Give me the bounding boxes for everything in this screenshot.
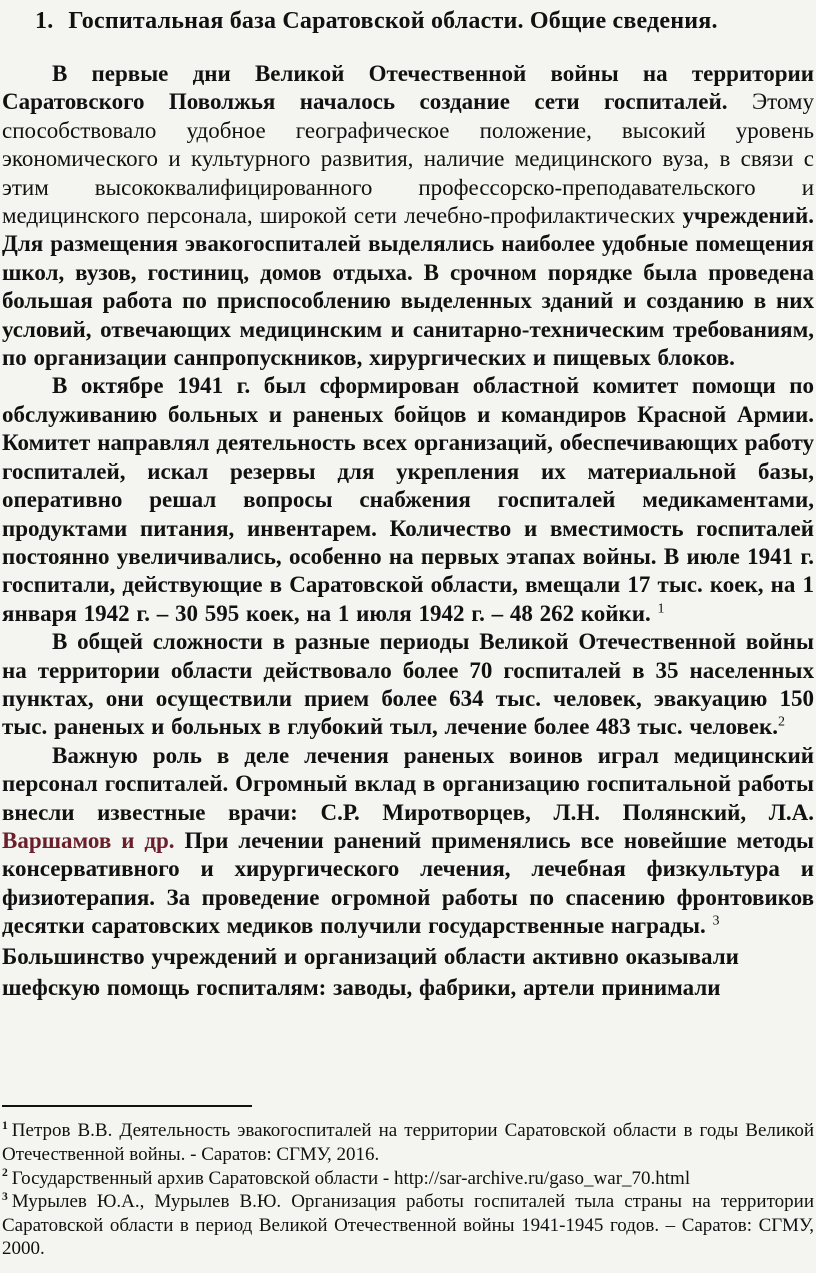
page-title bbox=[2, 8, 814, 35]
footnote-item bbox=[2, 1167, 814, 1191]
text-segment: В октябре 1941 г. был сформирован областной комитет помощи по обслуживанию больных и раненых бойцов и командиров Красной Армии. Комитет направлял деятельность всех организаций, обеспечивающих работу госпиталей, искал резервы для укрепления их материальной базы, оперативно решал вопросы снабжения госпиталей медикаментами, продуктами питания, инвентарем. Количество и вместимость госпиталей постоянно увеличивались, особенно на первых этапах войны. В июле 1941 г. госпитали, действующие в Саратовской области, вмещали 17 тыс. коек, на 1 января 1942 г. – 30 595 коек, на 1 июля 1942 г. – 48 262 койки. bbox=[2, 373, 814, 626]
footnote-reference: 2 bbox=[778, 713, 786, 730]
footnote-separator-rule bbox=[2, 1105, 252, 1107]
footnote-item bbox=[2, 1190, 814, 1261]
footnote-list bbox=[2, 1119, 814, 1261]
footnote-marker: 2 bbox=[2, 1166, 8, 1180]
footnotes-section bbox=[2, 1105, 814, 1261]
text-segment: Большинство учреждений и организаций области активно оказывали шефскую помощь госпиталям: заводы, фабрики, артели принимали bbox=[2, 943, 739, 1001]
footnote-reference: 1 bbox=[657, 600, 665, 617]
text-segment: В первые дни Великой Отечественной войны на территории Саратовского Поволжья началось создание сети госпиталей. bbox=[2, 61, 814, 115]
footnote-item bbox=[2, 1119, 814, 1166]
text-segment: При лечении ранений применялись все новейшие методы консервативного и хирургического лечения, лечебная физкультура и физиотерапия. За проведение огромной работы по спасению фронтовиков десятки саратовских медиков получили государственные награды. bbox=[2, 827, 814, 939]
paragraph bbox=[2, 742, 814, 941]
text-segment: Важную роль в деле лечения раненых воинов играл медицинский персонал госпиталей. Огромный вклад в организацию госпитальной работы внесли известные врачи: С.Р. Миротворцев, Л.Н. Полянский, Л.А. bbox=[2, 742, 814, 825]
paragraph bbox=[2, 60, 814, 372]
footnote-text: Петров В.В. Деятельность эвакогоспиталей на территории Саратовской области в годы Великой Отечественной войны. - Саратов: СГМУ, 2016. bbox=[2, 1120, 814, 1166]
text-segment: Варшамов и др. bbox=[2, 827, 175, 853]
footnote-marker: 1 bbox=[2, 1119, 8, 1133]
text-segment: Этому способствовало удобное географическое положение, высокий уровень экономического и культурного развития, наличие медицинского вуза, в связи с этим высококвалифицированного профессорско-преподавательского и медицинского персонала, широкой сети лечебно-профилактических bbox=[2, 89, 814, 229]
title-text: Госпитальная база Саратовской области. Общие сведения. bbox=[68, 8, 718, 34]
paragraph bbox=[2, 628, 814, 742]
paragraph bbox=[2, 372, 814, 628]
text-segment: учреждений. Для размещения эвакогоспиталей выделялись наиболее удобные помещения школ, вузов, гостиниц, домов отдыха. В срочном порядке была проведена большая работа по приспособлению выделенных зданий и созданию в них условий, отвечающих медицинским и санитарно-техническим требованиям, по организации санпропускников, хирургических и пищевых блоков. bbox=[2, 203, 814, 371]
title-number: 1. bbox=[35, 8, 54, 34]
footnote-text: Государственный архив Саратовской области - http://sar-archive.ru/gaso_war_70.html bbox=[11, 1167, 691, 1189]
footnote-marker: 3 bbox=[2, 1189, 8, 1203]
body-paragraphs bbox=[2, 60, 814, 1004]
text-segment: В общей сложности в разные периоды Великой Отечественной войны на территории области действовало более 70 госпиталей в 35 населенных пунктах, они осуществили прием более 634 тыс. человек, эвакуацию 150 тыс. раненых и больных в глубокий тыл, лечение более 483 тыс. человек. bbox=[2, 629, 814, 740]
paragraph bbox=[2, 941, 814, 1004]
footnote-text: Мурылев Ю.А., Мурылев В.Ю. Организация работы госпиталей тыла страны на территории Саратовской области в период Великой Отечественной войны 1941-1945 годов. – Саратов: СГМУ, 2000. bbox=[2, 1191, 814, 1260]
footnote-reference: 3 bbox=[712, 912, 720, 929]
